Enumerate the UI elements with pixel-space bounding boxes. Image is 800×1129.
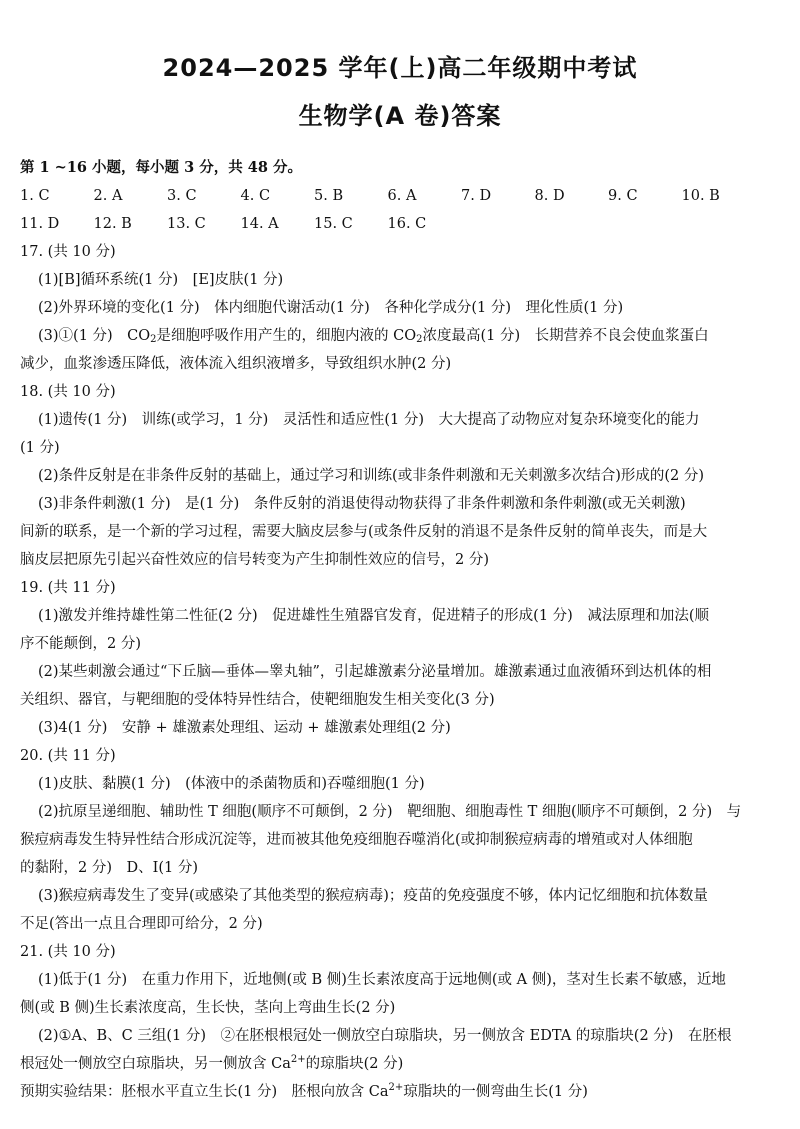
q20-part2-cont: 的黏附，2 分) D、I(1 分) — [20, 860, 198, 876]
mc-answer: 13. C — [167, 216, 206, 232]
mc-answer: 8. D — [534, 188, 565, 204]
q21-result-text: 琼脂块的一侧弯曲生长(1 分) — [403, 1084, 588, 1100]
mc-answer: 3. C — [167, 188, 197, 204]
q17-part3 — [20, 322, 784, 350]
q21-part2-cont — [20, 1050, 784, 1078]
mc-answer: 2. A — [93, 188, 123, 204]
mc-intro: 第 1 ~16 小题，每小题 3 分，共 48 分。 — [20, 159, 303, 176]
question-20-heading: 20. (共 11 分) — [20, 748, 116, 764]
q21-expected-result — [20, 1078, 784, 1106]
q17-part3-text: 是细胞呼吸作用产生的，细胞内液的 CO — [156, 328, 417, 344]
q18-part1-cont: (1 分) — [20, 440, 60, 456]
q19-part1-cont: 序不能颠倒，2 分) — [20, 636, 141, 652]
subscript: 2 — [416, 334, 423, 345]
mc-answer: 1. C — [20, 188, 50, 204]
mc-answers-row-2 — [20, 210, 784, 238]
mc-answer: 4. C — [240, 188, 271, 204]
q20-part2-cont: 猴痘病毒发生特异性结合形成沉淀等，进而被其他免疫细胞吞噬消化(或抑制猴痘病毒的增殖或对人体细胞 — [20, 832, 693, 848]
q19-part2: (2)某些刺激会通过“下丘脑—垂体—睾丸轴”，引起雄激素分泌量增加。雄激素通过血液循环到达机体的相 — [38, 664, 712, 680]
q20-part1: (1)皮肤、黏膜(1 分) (体液中的杀菌物质和)吞噬细胞(1 分) — [38, 776, 425, 792]
q18-part2: (2)条件反射是在非条件反射的基础上，通过学习和训练(或非条件刺激和无关刺激多次结合)形成的(2 分) — [38, 468, 704, 484]
page-subtitle: 生物学(A 卷)答案 — [298, 102, 502, 130]
q19-part1: (1)激发并维持雄性第二性征(2 分) 促进雄性生殖器官发育，促进精子的形成(1 分) 减法原理和加法(顺 — [38, 608, 709, 624]
superscript: 2+ — [290, 1054, 306, 1065]
superscript: 2+ — [388, 1082, 404, 1093]
mc-answer: 6. A — [387, 188, 417, 204]
q17-part3-text: (3)①(1 分) CO — [38, 328, 151, 344]
q21-part1: (1)低于(1 分) 在重力作用下，近地侧(或 B 侧)生长素浓度高于远地侧(或 A 侧)，茎对生长素不敏感，近地 — [38, 972, 726, 988]
mc-answer: 9. C — [608, 188, 638, 204]
q18-part1: (1)遗传(1 分) 训练(或学习，1 分) 灵活性和适应性(1 分) 大大提高了动物应对复杂环境变化的能力 — [38, 412, 700, 428]
q17-part3-cont: 减少，血浆渗透压降低，液体流入组织液增多，导致组织水肿(2 分) — [20, 356, 452, 372]
q18-part3-cont: 脑皮层把原先引起兴奋性效应的信号转变为产生抑制性效应的信号，2 分) — [20, 552, 489, 568]
q20-part3: (3)猴痘病毒发生了变异(或感染了其他类型的猴痘病毒)；疫苗的免疫强度不够，体内记忆细胞和抗体数量 — [38, 888, 708, 904]
mc-answer: 10. B — [681, 188, 720, 204]
question-17-heading: 17. (共 10 分) — [20, 244, 116, 260]
page-title: 2024—2025 学年(上)高二年级期中考试 — [162, 54, 638, 82]
q21-part2: (2)①A、B、C 三组(1 分) ②在胚根根冠处一侧放空白琼脂块，另一侧放含 EDTA 的琼脂块(2 分) 在胚根 — [38, 1028, 732, 1044]
q18-part3-cont: 间新的联系，是一个新的学习过程，需要大脑皮层参与(或条件反射的消退不是条件反射的简单丧失，而是大 — [20, 524, 708, 540]
q19-part3: (3)4(1 分) 安静 + 雄激素处理组、运动 + 雄激素处理组(2 分) — [38, 720, 451, 736]
q17-part3-text: 浓度最高(1 分) 长期营养不良会使血浆蛋白 — [422, 328, 709, 344]
mc-answer: 14. A — [240, 216, 279, 232]
q20-part2: (2)抗原呈递细胞、辅助性 T 细胞(顺序不可颠倒，2 分) 靶细胞、细胞毒性 T 细胞(顺序不可颠倒，2 分) 与 — [38, 804, 742, 820]
mc-answer: 12. B — [93, 216, 132, 232]
subscript: 2 — [150, 334, 157, 345]
mc-answer: 15. C — [314, 216, 353, 232]
q20-part3-cont: 不足(答出一点且合理即可给分，2 分) — [20, 916, 263, 932]
q17-part2: (2)外界环境的变化(1 分) 体内细胞代谢活动(1 分) 各种化学成分(1 分) 理化性质(1 分) — [38, 300, 624, 316]
q21-result-text: 预期实验结果：胚根水平直立生长(1 分) 胚根向放含 Ca — [20, 1084, 389, 1100]
mc-answer: 7. D — [461, 188, 492, 204]
mc-answer: 11. D — [20, 216, 60, 232]
question-19-heading: 19. (共 11 分) — [20, 580, 116, 596]
q17-part1: (1)[B]循环系统(1 分) [E]皮肤(1 分) — [38, 272, 284, 288]
q18-part3: (3)非条件刺激(1 分) 是(1 分) 条件反射的消退使得动物获得了非条件刺激和条件刺激(或无关刺激) — [38, 496, 686, 512]
q19-part2-cont: 关组织、器官，与靶细胞的受体特异性结合，使靶细胞发生相关变化(3 分) — [20, 692, 495, 708]
mc-answer: 5. B — [314, 188, 344, 204]
q21-part1-cont: 侧(或 B 侧)生长素浓度高，生长快，茎向上弯曲生长(2 分) — [20, 1000, 396, 1016]
question-18-heading: 18. (共 10 分) — [20, 384, 116, 400]
mc-answer: 16. C — [387, 216, 427, 232]
answer-content — [20, 154, 784, 1106]
mc-answers-row-1 — [20, 182, 784, 210]
q21-part2-text: 根冠处一侧放空白琼脂块，另一侧放含 Ca — [20, 1056, 291, 1072]
q21-part2-text: 的琼脂块(2 分) — [305, 1056, 404, 1072]
question-21-heading: 21. (共 10 分) — [20, 944, 116, 960]
